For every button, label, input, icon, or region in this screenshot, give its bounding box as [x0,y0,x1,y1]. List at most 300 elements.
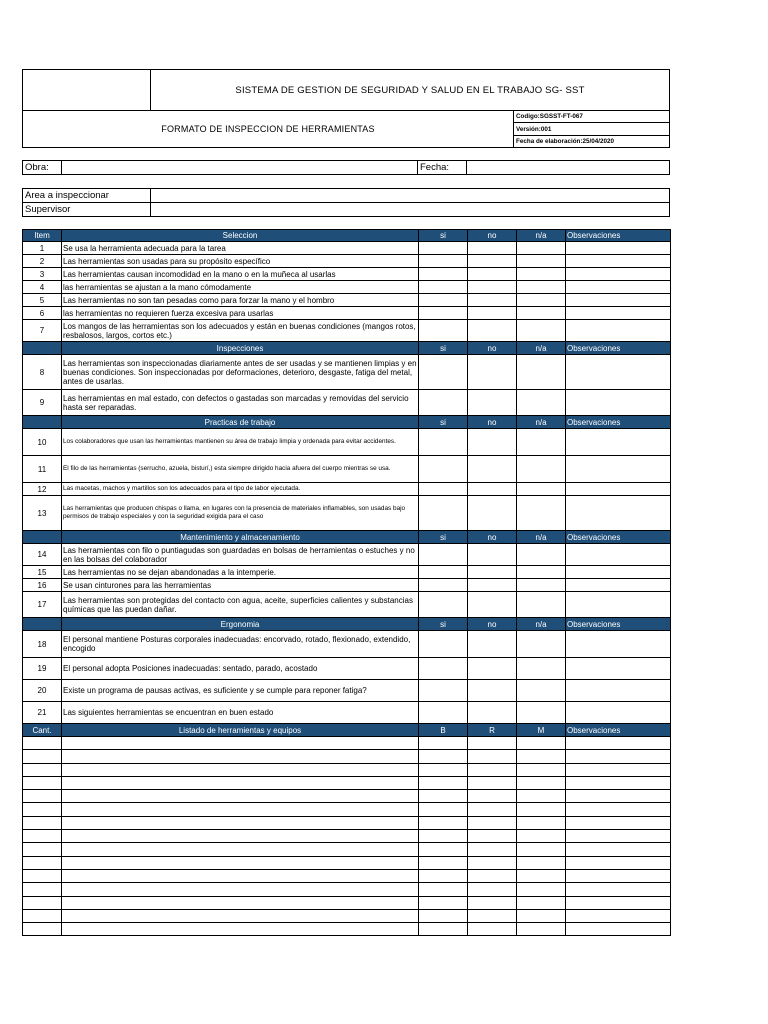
answer-si-cell[interactable] [419,294,468,307]
tool-cant-cell[interactable] [23,869,62,882]
tool-cant-cell[interactable] [23,843,62,856]
tool-r-cell[interactable] [468,869,517,882]
tool-cant-cell[interactable] [23,856,62,869]
answer-na-cell[interactable] [517,680,566,702]
tool-observaciones-cell[interactable] [566,803,671,816]
tool-cant-cell[interactable] [23,763,62,776]
tool-r-cell[interactable] [468,856,517,869]
observaciones-cell[interactable] [566,429,671,456]
col-no: no [468,230,517,242]
col-no: no [468,618,517,631]
tool-r-cell[interactable] [468,830,517,843]
tool-r-cell[interactable] [468,763,517,776]
checklist-row [23,255,671,268]
item-description: Existe un programa de pausas activas, es suficiente y se cumple para reponer fatiga? [62,680,419,702]
tool-cant-cell[interactable] [23,883,62,896]
checklist-row [23,579,671,592]
tool-name-cell[interactable] [62,830,419,843]
answer-si-cell[interactable] [419,496,468,531]
observaciones-cell[interactable] [566,702,671,724]
obra-field[interactable] [61,160,418,175]
observaciones-cell[interactable] [566,456,671,483]
observaciones-cell[interactable] [566,496,671,531]
answer-si-cell[interactable] [419,680,468,702]
tool-cant-cell[interactable] [23,737,62,750]
tool-row [23,830,671,843]
col-na: n/a [517,416,566,429]
doc-code: Codigo:SGSST-FT-067 [513,110,670,123]
item-description: El personal mantiene Posturas corporales inadecuadas: encorvado, rotado, flexionado, extendido, encogido [62,631,419,658]
tool-observaciones-cell[interactable] [566,856,671,869]
observaciones-cell[interactable] [566,355,671,390]
tool-m-cell[interactable] [517,803,566,816]
answer-no-cell[interactable] [468,496,517,531]
item-number: 21 [23,702,62,724]
form-title: FORMATO DE INSPECCION DE HERRAMIENTAS [22,110,514,148]
answer-si-cell[interactable] [419,658,468,680]
answer-si-cell[interactable] [419,268,468,281]
col-na: n/a [517,230,566,242]
answer-si-cell[interactable] [419,307,468,320]
answer-no-cell[interactable] [468,566,517,579]
tool-row [23,803,671,816]
tool-b-cell[interactable] [419,856,468,869]
observaciones-cell[interactable] [566,294,671,307]
answer-no-cell[interactable] [468,483,517,496]
col-tools-title: Listado de herramientas y equipos [62,724,419,737]
tool-observaciones-cell[interactable] [566,896,671,909]
answer-na-cell[interactable] [517,242,566,255]
item-description: Las herramientas que producen chispas o llama, en lugares con la presencia de materiales inflamables, son usadas bajo permisos de trabajo especiales y con la seguridad exigida para el caso [62,496,419,531]
answer-no-cell[interactable] [468,242,517,255]
answer-si-cell[interactable] [419,566,468,579]
answer-no-cell[interactable] [468,456,517,483]
tool-m-cell[interactable] [517,843,566,856]
section-title: Seleccion [62,230,419,242]
col-si: si [419,618,468,631]
section-header-row [23,531,671,544]
section-title: Ergonomia [62,618,419,631]
checklist-row [23,456,671,483]
item-number: 1 [23,242,62,255]
answer-na-cell[interactable] [517,702,566,724]
col-no: no [468,531,517,544]
item-number: 20 [23,680,62,702]
answer-si-cell[interactable] [419,456,468,483]
tool-row [23,750,671,763]
answer-na-cell[interactable] [517,294,566,307]
answer-si-cell[interactable] [419,631,468,658]
section-header-spacer [23,531,62,544]
tool-r-cell[interactable] [468,843,517,856]
tool-name-cell[interactable] [62,737,419,750]
answer-no-cell[interactable] [468,631,517,658]
item-description: Los mangos de las herramientas son los adecuados y están en buenas condiciones (mangos rotos, resbalosos, largos, cortos etc.) [62,320,419,342]
tool-cant-cell[interactable] [23,923,62,936]
answer-si-cell[interactable] [419,390,468,416]
item-number: 6 [23,307,62,320]
tool-m-cell[interactable] [517,909,566,922]
tool-name-cell[interactable] [62,856,419,869]
checklist-row [23,355,671,390]
tool-row [23,923,671,936]
tool-m-cell[interactable] [517,896,566,909]
observaciones-cell[interactable] [566,592,671,618]
tool-row [23,737,671,750]
observaciones-cell[interactable] [566,268,671,281]
tool-r-cell[interactable] [468,923,517,936]
section-header-spacer [23,416,62,429]
item-number: 2 [23,255,62,268]
answer-si-cell[interactable] [419,242,468,255]
section-title: Inspecciones [62,342,419,355]
section-header-row [23,618,671,631]
answer-no-cell[interactable] [468,592,517,618]
answer-si-cell[interactable] [419,544,468,566]
item-description: las herramientas se ajustan a la mano cómodamente [62,281,419,294]
tool-b-cell[interactable] [419,923,468,936]
answer-no-cell[interactable] [468,429,517,456]
tool-row [23,883,671,896]
answer-na-cell[interactable] [517,566,566,579]
tool-cant-cell[interactable] [23,830,62,843]
item-number: 19 [23,658,62,680]
section-title: Practicas de trabajo [62,416,419,429]
item-description: Las herramientas en mal estado, con defectos o gastadas son marcadas y removidas del servicio hasta ser reparadas. [62,390,419,416]
tool-name-cell[interactable] [62,803,419,816]
item-description: Se usa la herramienta adecuada para la tarea [62,242,419,255]
col-no: no [468,416,517,429]
answer-na-cell[interactable] [517,496,566,531]
item-number: 14 [23,544,62,566]
tool-observaciones-cell[interactable] [566,763,671,776]
tool-r-cell[interactable] [468,790,517,803]
item-number: 18 [23,631,62,658]
checklist-row [23,320,671,342]
answer-si-cell[interactable] [419,255,468,268]
item-description: Las herramientas no son tan pesadas como para forzar la mano y el hombro [62,294,419,307]
checklist-row [23,544,671,566]
tool-b-cell[interactable] [419,803,468,816]
tool-cant-cell[interactable] [23,776,62,789]
item-description: El filo de las herramientas (serrucho, azuela, bisturí,) esta siempre dirigido hacia afuera del cuerpo mientras se usa. [62,456,419,483]
answer-no-cell[interactable] [468,281,517,294]
checklist-row [23,483,671,496]
answer-na-cell[interactable] [517,631,566,658]
tool-r-cell[interactable] [468,803,517,816]
item-description: Los colaboradores que usan las herramientas mantienen su área de trabajo limpia y ordenada para evitar accidentes. [62,429,419,456]
checklist-row [23,268,671,281]
col-cant: Cant. [23,724,62,737]
answer-no-cell[interactable] [468,680,517,702]
tool-name-cell[interactable] [62,750,419,763]
item-description: Las herramientas no se dejan abandonadas a la intemperie. [62,566,419,579]
tool-name-cell[interactable] [62,923,419,936]
item-number: 5 [23,294,62,307]
tool-name-cell[interactable] [62,883,419,896]
answer-na-cell[interactable] [517,483,566,496]
tool-name-cell[interactable] [62,763,419,776]
col-tools-observaciones: Observaciones [566,724,671,737]
col-observaciones: Observaciones [566,531,671,544]
tool-b-cell[interactable] [419,776,468,789]
col-observaciones: Observaciones [566,416,671,429]
tool-observaciones-cell[interactable] [566,790,671,803]
tool-observaciones-cell[interactable] [566,816,671,829]
doc-version: Versión:001 [513,122,670,136]
answer-na-cell[interactable] [517,658,566,680]
tool-name-cell[interactable] [62,816,419,829]
tool-observaciones-cell[interactable] [566,869,671,882]
checklist-row [23,496,671,531]
section-header-spacer [23,342,62,355]
item-description: Las herramientas con filo o puntiagudas son guardadas en bolsas de herramientas o estuches y no en las bolsas del colaborador [62,544,419,566]
item-description: las herramientas no requieren fuerza excesiva para usarlas [62,307,419,320]
tool-r-cell[interactable] [468,883,517,896]
checklist-row [23,281,671,294]
answer-na-cell[interactable] [517,307,566,320]
tool-row [23,790,671,803]
section-title: Mantenimiento y almacenamiento [62,531,419,544]
observaciones-cell[interactable] [566,242,671,255]
item-number: 12 [23,483,62,496]
tool-observaciones-cell[interactable] [566,737,671,750]
answer-si-cell[interactable] [419,702,468,724]
item-description: Se usan cinturones para las herramientas [62,579,419,592]
tool-m-cell[interactable] [517,816,566,829]
tool-r-cell[interactable] [468,776,517,789]
tool-name-cell[interactable] [62,843,419,856]
tool-observaciones-cell[interactable] [566,776,671,789]
tool-row [23,843,671,856]
checklist-row [23,680,671,702]
tool-row [23,856,671,869]
tool-b-cell[interactable] [419,763,468,776]
item-description: Las herramientas son inspeccionadas diariamente antes de ser usadas y se mantienen limpias y en buenas condiciones. Son inspeccionadas por deformaciones, deterioro, desgaste, fatiga del metal, antes de usarlas. [62,355,419,390]
item-number: 7 [23,320,62,342]
tool-r-cell[interactable] [468,737,517,750]
observaciones-cell[interactable] [566,320,671,342]
tool-name-cell[interactable] [62,776,419,789]
supervisor-label: Supervisor [22,202,151,217]
checklist-row [23,631,671,658]
tool-row [23,909,671,922]
answer-na-cell[interactable] [517,579,566,592]
answer-na-cell[interactable] [517,268,566,281]
checklist-row [23,294,671,307]
tool-b-cell[interactable] [419,909,468,922]
tool-b-cell[interactable] [419,750,468,763]
observaciones-cell[interactable] [566,255,671,268]
item-description: Las herramientas son protegidas del contacto con agua, aceite, superficies calientes y substancias químicas que las puedan dañar. [62,592,419,618]
tool-b-cell[interactable] [419,737,468,750]
observaciones-cell[interactable] [566,579,671,592]
checklist-row [23,566,671,579]
inspection-checklist [22,229,671,724]
tool-row [23,869,671,882]
tool-name-cell[interactable] [62,896,419,909]
answer-no-cell[interactable] [468,355,517,390]
system-title: SISTEMA DE GESTION DE SEGURIDAD Y SALUD EN EL TRABAJO SG- SST [150,69,670,111]
observaciones-cell[interactable] [566,680,671,702]
answer-na-cell[interactable] [517,355,566,390]
col-r: R [468,724,517,737]
col-observaciones: Observaciones [566,618,671,631]
answer-no-cell[interactable] [468,390,517,416]
tool-observaciones-cell[interactable] [566,750,671,763]
col-na: n/a [517,531,566,544]
checklist-row [23,390,671,416]
tool-m-cell[interactable] [517,790,566,803]
item-number: 3 [23,268,62,281]
area-label: Area a inspeccionar [22,188,151,203]
item-description: El personal adopta Posiciones inadecuadas: sentado, parado, acostado [62,658,419,680]
fecha-label: Fecha: [417,160,467,175]
tool-observaciones-cell[interactable] [566,909,671,922]
header-logo-cell [22,69,151,111]
tool-r-cell[interactable] [468,896,517,909]
col-observaciones: Observaciones [566,342,671,355]
answer-no-cell[interactable] [468,255,517,268]
checklist-row [23,592,671,618]
item-number: 13 [23,496,62,531]
item-number: 16 [23,579,62,592]
answer-na-cell[interactable] [517,429,566,456]
answer-no-cell[interactable] [468,294,517,307]
observaciones-cell[interactable] [566,631,671,658]
tool-m-cell[interactable] [517,763,566,776]
answer-no-cell[interactable] [468,320,517,342]
observaciones-cell[interactable] [566,281,671,294]
observaciones-cell[interactable] [566,390,671,416]
col-si: si [419,230,468,242]
observaciones-cell[interactable] [566,658,671,680]
tool-cant-cell[interactable] [23,816,62,829]
observaciones-cell[interactable] [566,544,671,566]
answer-no-cell[interactable] [468,268,517,281]
tool-m-cell[interactable] [517,883,566,896]
tool-cant-cell[interactable] [23,790,62,803]
tool-m-cell[interactable] [517,869,566,882]
tool-cant-cell[interactable] [23,803,62,816]
answer-si-cell[interactable] [419,483,468,496]
item-number: 4 [23,281,62,294]
tool-row [23,896,671,909]
answer-no-cell[interactable] [468,307,517,320]
answer-si-cell[interactable] [419,579,468,592]
answer-na-cell[interactable] [517,544,566,566]
tool-observaciones-cell[interactable] [566,883,671,896]
answer-na-cell[interactable] [517,255,566,268]
col-na: n/a [517,618,566,631]
tool-r-cell[interactable] [468,909,517,922]
answer-na-cell[interactable] [517,456,566,483]
observaciones-cell[interactable] [566,566,671,579]
tool-cant-cell[interactable] [23,750,62,763]
tool-b-cell[interactable] [419,869,468,882]
section-header-row [23,230,671,242]
tool-r-cell[interactable] [468,750,517,763]
tool-m-cell[interactable] [517,776,566,789]
section-header-row [23,342,671,355]
observaciones-cell[interactable] [566,307,671,320]
answer-no-cell[interactable] [468,544,517,566]
answer-si-cell[interactable] [419,592,468,618]
answer-no-cell[interactable] [468,658,517,680]
tool-name-cell[interactable] [62,869,419,882]
tool-m-cell[interactable] [517,750,566,763]
col-m: M [517,724,566,737]
answer-na-cell[interactable] [517,281,566,294]
item-number: 9 [23,390,62,416]
tool-b-cell[interactable] [419,830,468,843]
item-description: Las herramientas causan incomodidad en la mano o en la muñeca al usarlas [62,268,419,281]
item-description: Las herramientas son usadas para su propósito específico [62,255,419,268]
col-b: B [419,724,468,737]
answer-na-cell[interactable] [517,390,566,416]
tool-observaciones-cell[interactable] [566,923,671,936]
checklist-row [23,242,671,255]
obra-label: Obra: [22,160,62,175]
tool-name-cell[interactable] [62,790,419,803]
tool-b-cell[interactable] [419,883,468,896]
supervisor-field[interactable] [150,202,670,217]
tools-header-row [23,724,671,737]
tool-b-cell[interactable] [419,896,468,909]
checklist-row [23,658,671,680]
tool-observaciones-cell[interactable] [566,830,671,843]
tool-row [23,776,671,789]
fecha-field[interactable] [466,160,670,175]
answer-si-cell[interactable] [419,429,468,456]
tool-cant-cell[interactable] [23,896,62,909]
item-description: Las macetas, machos y martillos son los adecuados para el tipo de labor ejecutada. [62,483,419,496]
item-number: 15 [23,566,62,579]
item-number: 17 [23,592,62,618]
col-si: si [419,342,468,355]
tool-row [23,816,671,829]
tools-list [22,723,671,936]
tool-b-cell[interactable] [419,843,468,856]
tool-m-cell[interactable] [517,923,566,936]
col-na: n/a [517,342,566,355]
col-si: si [419,531,468,544]
checklist-row [23,429,671,456]
col-no: no [468,342,517,355]
tool-m-cell[interactable] [517,830,566,843]
tool-observaciones-cell[interactable] [566,843,671,856]
tool-cant-cell[interactable] [23,909,62,922]
section-header-row [23,416,671,429]
answer-si-cell[interactable] [419,355,468,390]
tool-b-cell[interactable] [419,816,468,829]
tool-b-cell[interactable] [419,790,468,803]
tool-name-cell[interactable] [62,909,419,922]
answer-no-cell[interactable] [468,702,517,724]
answer-si-cell[interactable] [419,320,468,342]
answer-na-cell[interactable] [517,320,566,342]
tool-r-cell[interactable] [468,816,517,829]
area-field[interactable] [150,188,670,203]
answer-na-cell[interactable] [517,592,566,618]
answer-no-cell[interactable] [468,579,517,592]
observaciones-cell[interactable] [566,483,671,496]
item-number: 8 [23,355,62,390]
tool-m-cell[interactable] [517,856,566,869]
tool-m-cell[interactable] [517,737,566,750]
answer-si-cell[interactable] [419,281,468,294]
col-si: si [419,416,468,429]
